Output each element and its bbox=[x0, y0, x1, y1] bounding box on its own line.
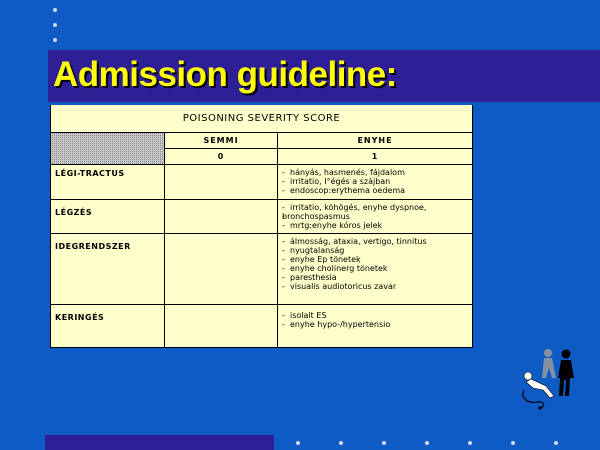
dot bbox=[425, 441, 429, 445]
column-header-semmi: SEMMI bbox=[165, 132, 278, 148]
symptom-item: - hányás, hasmenés, fájdalom bbox=[282, 168, 468, 177]
table-row bbox=[51, 304, 473, 348]
dot bbox=[554, 441, 558, 445]
row-label-legzes: LÉGZÉS bbox=[51, 199, 165, 233]
symptom-item: - mrtg:enyhe kóros jelek bbox=[282, 221, 468, 230]
dot bbox=[468, 441, 472, 445]
row-label-idegrendszer: IDEGRENDSZER bbox=[51, 233, 165, 304]
cell-semmi bbox=[165, 304, 278, 348]
table-row bbox=[51, 199, 473, 233]
symptom-item: - isolalt ES bbox=[282, 311, 468, 320]
cell-semmi bbox=[165, 233, 278, 304]
symptom-item: - enyhe Ep tönetek bbox=[282, 255, 468, 264]
table-row bbox=[51, 164, 473, 199]
column-header-enyhe: ENYHE bbox=[278, 132, 473, 148]
table-caption: POISONING SEVERITY SCORE bbox=[51, 105, 473, 132]
dot bbox=[511, 441, 515, 445]
cell-semmi bbox=[165, 164, 278, 199]
hatched-corner-cell bbox=[51, 132, 165, 164]
symptom-item: - paresthesia bbox=[282, 273, 468, 282]
score-semmi: 0 bbox=[165, 148, 278, 164]
symptom-item: - irritatio, I°égés a szájban bbox=[282, 177, 468, 186]
dot bbox=[296, 441, 300, 445]
emergency-rescue-figures-icon bbox=[518, 348, 598, 410]
symptom-item: - endoscop:erythema oedema bbox=[282, 186, 468, 195]
row-label-legi-tractus: LÉGI-TRACTUS bbox=[51, 164, 165, 199]
cell-semmi bbox=[165, 199, 278, 233]
symptom-item: - visualis audiotoricus zavar bbox=[282, 282, 468, 291]
dot bbox=[53, 23, 57, 27]
dot bbox=[53, 38, 57, 42]
cell-enyhe-symptoms bbox=[278, 199, 473, 233]
bottom-bar bbox=[45, 435, 274, 450]
symptom-item: - enyhe hypo-/hypertensio bbox=[282, 320, 468, 329]
table-row bbox=[51, 233, 473, 304]
score-enyhe: 1 bbox=[278, 148, 473, 164]
symptom-item: - nyugtalanság bbox=[282, 246, 468, 255]
cell-enyhe-symptoms bbox=[278, 233, 473, 304]
dot bbox=[53, 8, 57, 12]
symptom-item-continued: - bronchospasmus bbox=[282, 212, 468, 221]
symptom-item: - enyhe cholinerg tönetek bbox=[282, 264, 468, 273]
dot bbox=[339, 441, 343, 445]
poisoning-severity-table bbox=[50, 105, 473, 348]
dot bbox=[382, 441, 386, 445]
decorative-dots-top bbox=[53, 8, 57, 53]
severity-table-container bbox=[50, 105, 472, 348]
cell-enyhe-symptoms bbox=[278, 304, 473, 348]
cell-enyhe-symptoms bbox=[278, 164, 473, 199]
slide-title: Admission guideline: bbox=[53, 55, 397, 94]
symptom-item: - irritatio, köhögés, enyhe dyspnoe, bbox=[282, 203, 468, 212]
row-label-keringes: KERINGÉS bbox=[51, 304, 165, 348]
symptom-item: - álmosság, ataxia, vertigo, tinnitus bbox=[282, 237, 468, 246]
